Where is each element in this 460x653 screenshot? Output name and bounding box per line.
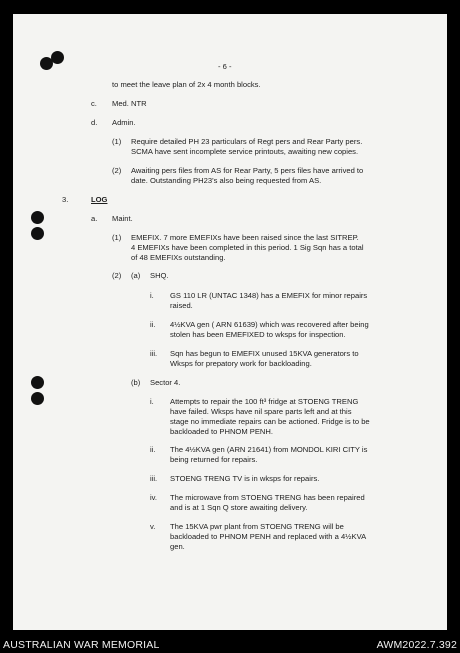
text-line: stage no immediate repairs can be actioned. Fridge is to be [170, 417, 370, 426]
text-line: Awaiting pers files from AS for Rear Party, 5 pers files have arrived to [131, 166, 364, 175]
text-line: stolen has been EMEFIXED to wksps for inspection. [170, 330, 346, 339]
text-line: SCMA have sent incomplete service printouts, awaiting new copies. [131, 147, 359, 156]
text-line: Require detailed PH 23 particulars of Regt pers and Rear Party pers. [131, 137, 363, 146]
text-line: date. Outstanding PH23’s also being requested from AS. [131, 176, 322, 185]
text-line: backloaded to PHNOM PENH and replaced with a 4½KVA [170, 532, 367, 541]
item-marker: (a) [131, 271, 141, 280]
section-title: LOG [91, 195, 108, 204]
item-marker: iv. [150, 493, 158, 502]
item-marker: i. [150, 291, 154, 300]
punch-hole [31, 376, 44, 389]
text-line: The 4½KVA gen (ARN 21641) from MONDOL KIRI CITY is [170, 445, 368, 454]
text-line: 4 EMEFIXs have been completed in this period. 1 Sig Sqn has a total [131, 243, 364, 252]
item-marker: c. [91, 99, 97, 108]
text-line: raised. [170, 301, 193, 310]
text-line: GS 110 LR (UNTAC 1348) has a EMEFIX for minor repairs [170, 291, 368, 300]
item-marker: ii. [150, 320, 156, 329]
item-marker: (1) [112, 137, 122, 146]
item-marker: d. [91, 118, 98, 127]
item-marker: (2) [112, 271, 122, 280]
item-marker: (2) [112, 166, 122, 175]
item-marker: iii. [150, 474, 158, 483]
item-marker: (b) [131, 378, 141, 387]
item-heading: Sector 4. [150, 378, 181, 387]
text-line: gen. [170, 542, 185, 551]
text-line: backloaded to PHNOM PENH. [170, 427, 273, 436]
text-line: EMEFIX. 7 more EMEFIXs have been raised since the last SITREP. [131, 233, 359, 242]
item-heading: Admin. [112, 118, 136, 127]
text-line: being returned for repairs. [170, 455, 258, 464]
text-line: STOENG TRENG TV is in wksps for repairs. [170, 474, 320, 483]
text-line: Sqn has begun to EMEFIX unused 15KVA generators to [170, 349, 359, 358]
text-line: of 48 EMEFIXs outstanding. [131, 253, 226, 262]
text-line: The microwave from STOENG TRENG has been repaired [170, 493, 365, 502]
section-number: 3. [62, 195, 69, 204]
punch-hole [51, 51, 64, 64]
text-line: to meet the leave plan of 2x 4 month blocks. [112, 80, 261, 89]
punch-hole [31, 227, 44, 240]
item-marker: i. [150, 397, 154, 406]
footer-accession-number: AWM2022.7.392 [376, 639, 457, 651]
text-line: Attempts to repair the 100 ft³ fridge at STOENG TRENG [170, 397, 359, 406]
text-line: have failed. Wksps have nil spare parts left and at this [170, 407, 352, 416]
footer-institution: AUSTRALIAN WAR MEMORIAL [3, 639, 160, 651]
item-marker: (1) [112, 233, 122, 242]
punch-hole [31, 211, 44, 224]
item-marker: a. [91, 214, 98, 223]
item-heading: Med. NTR [112, 99, 147, 108]
text-line: 4½KVA gen ( ARN 61639) which was recovered after being [170, 320, 369, 329]
text-line: The 15KVA pwr plant from STOENG TRENG will be [170, 522, 344, 531]
page-number: - 6 - [218, 62, 232, 71]
item-marker: v. [150, 522, 156, 531]
item-marker: ii. [150, 445, 156, 454]
text-line: and is at 1 Sqn Q store awaiting delivery. [170, 503, 308, 512]
item-marker: iii. [150, 349, 158, 358]
item-heading: SHQ. [150, 271, 169, 280]
punch-hole [31, 392, 44, 405]
item-heading: Maint. [112, 214, 133, 223]
text-line: Wksps for prepatory work for backloading. [170, 359, 312, 368]
